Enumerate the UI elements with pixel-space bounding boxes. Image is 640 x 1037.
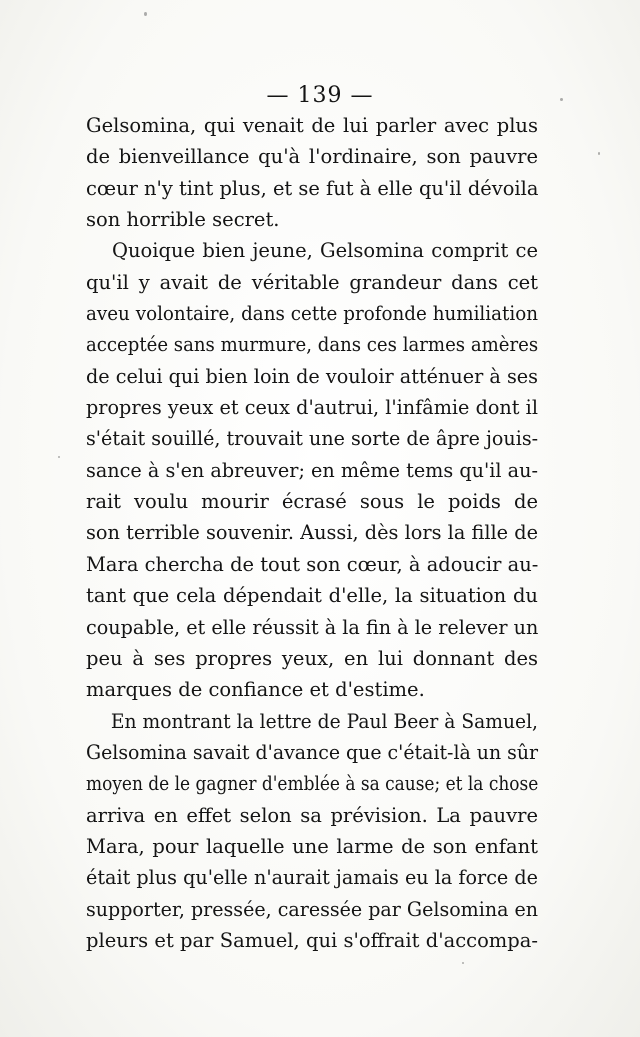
text-line: Gelsomina savait d'avance que c'était-là un sûr [86, 740, 539, 764]
text-line: sance à s'en abreuver; en même tems qu'il au- [86, 458, 538, 482]
body-text [86, 110, 538, 956]
paper-speck [462, 962, 464, 964]
text-line: aveu volontaire, dans cette profonde humiliation [86, 302, 539, 326]
text-line: s'était souillé, trouvait une sorte de âpre jouis- [86, 427, 539, 451]
text-line: En montrant la lettre de Paul Beer à Samuel, [110, 709, 538, 733]
paper-speck [144, 12, 147, 16]
page-number: — 139 — [266, 83, 374, 108]
text-line: Quoique bien jeune, Gelsomina comprit ce [112, 239, 538, 263]
text-line: propres yeux et ceux d'autrui, l'infâmie dont il [86, 396, 538, 420]
text-line: de bienveillance qu'à l'ordinaire, son pauvre [86, 145, 538, 169]
text-line: marques de confiance et d'estime. [86, 678, 425, 702]
text-line: Mara chercha de tout son cœur, à adoucir au- [86, 552, 539, 576]
text-line: rait voulu mourir écrasé sous le poids de [86, 490, 538, 514]
text-line: tant que cela dépendait d'elle, la situation du [86, 584, 538, 608]
paper-speck [598, 152, 600, 155]
text-line: Gelsomina, qui venait de lui parler avec plus [86, 114, 538, 137]
text-line: Mara, pour laquelle une larme de son enfant [86, 834, 538, 858]
paper-speck [58, 456, 60, 458]
text-line: cœur n'y tint plus, et se fut à elle qu'il dévoila [86, 176, 539, 200]
text-line: coupable, et elle réussit à la fin à le relever un [86, 615, 539, 639]
text-line: arriva en effet selon sa prévision. La pauvre [86, 803, 538, 827]
text-line: pleurs et par Samuel, qui s'offrait d'accompa- [86, 928, 538, 952]
text-line: moyen de le gagner d'emblée à sa cause; et la chose [86, 772, 539, 796]
text-line: était plus qu'elle n'aurait jamais eu la force de [86, 866, 538, 890]
text-line: peu à ses propres yeux, en lui donnant des [86, 646, 538, 670]
text-line: son horrible secret. [86, 208, 280, 232]
text-line: de celui qui bien loin de vouloir atténuer à ses [86, 364, 539, 388]
text-line: supporter, pressée, caressée par Gelsomina en [86, 897, 539, 921]
text-line: son terrible souvenir. Aussi, dès lors la fille de [86, 521, 539, 545]
text-line: qu'il y avait de véritable grandeur dans cet [86, 270, 538, 294]
text-line: acceptée sans murmure, dans ces larmes amères [86, 333, 539, 357]
